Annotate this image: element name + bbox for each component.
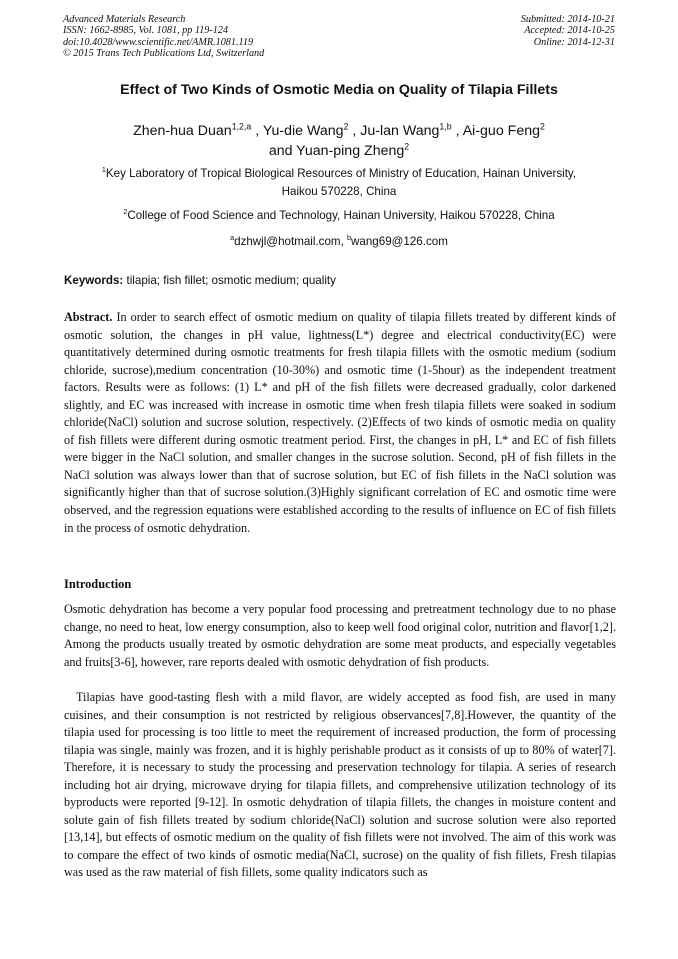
email-b[interactable]: wang69@126.com [351,235,448,248]
author-affiliation-mark: 1,b [439,121,452,132]
author-affiliation-mark: 2 [540,121,545,132]
affiliation-1 [0,165,678,201]
author-name: Ai-guo Feng [462,123,540,139]
journal-header-left [63,14,264,59]
author-emails [0,233,678,251]
journal-header-right [521,14,615,48]
affiliation-mark: 2 [123,207,128,217]
keywords [64,274,616,287]
abstract-label: Abstract. [64,310,113,324]
author-name: Ju-lan Wang [360,123,440,139]
email-mark-b: b [347,233,352,243]
submitted-date: Submitted: 2014-10-21 [520,14,615,25]
intro-paragraph-1: Osmotic dehydration has become a very popular food processing and pretreatment technology due to no phase change, no need to heat, low energy consumption, also to keep well food original color, nutrition and flavor[1,2]. Among the products usually treated by osmotic dehydration are some meat products, and especially vegetables and fruits[3-6], however, rare reports dealed with osmotic dehydration of fish products. [64,602,616,669]
author-separator: , [451,123,463,139]
online-date: Online: 2014-12-31 [533,36,615,48]
author-separator: , [251,123,263,139]
affiliation-mark: 1 [101,165,106,175]
abstract-text: In order to search effect of osmotic medium on quality of tilapia fillets treated by different kinds of osmotic solution, the changes in pH value, lightness(L*) degree and electrical conductivity(EC) were quantitatively determined during osmotic treatments for fresh tilapia fillets with the osmotic medium (sodium chloride, sucrose),medium concentration (10-30%) and osmotic time (1-5hour) as the independent treatment factors. Results were as follows: (1) L* and pH of the fish fillets were decreased gradually, color darkened slightly, and EC was increased with increase in osmotic time when fresh tilapia fillets were soaked in sodium chloride(NaCl) solution and sucrose solution, respectively. (2)Effects of two kinds of osmotic media on quality of fish fillets were different during osmotic treatment period. First, the changes in pH, L* and EC of fish fillets were bigger in the NaCl solution, and smaller changes in the sucrose solution. Second, pH of fish fillets in the NaCl solution was always lower than that of sucrose solution, but EC of fish fillets in the NaCl solution was significantly higher than that of sucrose solution.(3)Highly significant correlation of EC and osmotic time were observed, and the regression equations were established according to the results of influence on EC of fish fillets in the process of osmotic dehydration. [64,310,616,535]
email-a[interactable]: dzhwjl@hotmail.com, [234,235,348,248]
affiliation-2-text: College of Food Science and Technology, Hainan University, Haikou 570228, China [127,209,555,222]
keywords-label: Keywords: [64,274,124,287]
intro-paragraph-2: Tilapias have good-tasting flesh with a mild flavor, are widely accepted as food fish, are used in many cuisines, and their consumption is not restricted by religious observances[7,8].However, the quantity of the tilapia used for processing is too little to meet the requirement of increased production, the form of processing tilapia was single, mainly was frozen, and it is highly perishable product as it consists of up to 80% of water[7]. Therefore, it is necessary to study the processing and preservation technology for tilapia. A series of research including hot air drying, microwave drying for tilapia fillets, and comprehensive utilization technology of its byproducts were reported [9-12]. In osmotic dehydration of tilapia fillets, the changes in moisture content and solute gain of fish fillets treated by sodium chloride(NaCl) solution and sucrose solution were also reported [13,14], but effects of osmotic medium on the quality of fish fillets were not involved. The aim of this work was to compare the effect of two kinds of osmotic media(NaCl, sucrose) on the quality of fish fillets, Fresh tilapias was used as the raw material of fish fillets, some quality indicators such as [64,690,616,880]
affiliation-1-line-2: Haikou 570228, China [281,185,397,198]
email-mark-a: a [230,233,235,243]
keywords-text: tilapia; fish fillet; osmotic medium; quality [123,274,336,287]
affiliation-1-line-1: Key Laboratory of Tropical Biological Resources of Ministry of Education, Hainan University, [105,167,577,180]
author-line-1 [0,121,678,141]
author-line-2 [0,141,678,161]
author-name: Zhen-hua Duan [133,123,232,139]
author-affiliation-mark: 2 [343,121,349,132]
journal-name: Advanced Materials Research [63,14,186,25]
affiliation-2 [0,207,678,225]
author-affiliation-mark: 1,2,a [231,121,252,132]
issn-line: ISSN: 1662-8985, Vol. 1081, pp 119-124 [63,25,229,37]
accepted-date: Accepted: 2014-10-25 [524,25,615,37]
abstract [64,309,616,537]
section-heading-introduction: Introduction [64,577,132,591]
paper-title: Effect of Two Kinds of Osmotic Media on Quality of Tilapia Fillets [120,82,558,98]
author-separator: , [348,123,361,139]
author-name: Yu-die Wang [262,123,344,139]
author-name: and Yuan-ping Zheng [268,143,405,159]
author-list [0,121,678,161]
author-affiliation-mark: 2 [404,141,410,152]
doi-line: doi:10.4028/www.scientific.net/AMR.1081.119 [63,36,254,48]
copyright-line: © 2015 Trans Tech Publications Ltd, Switzerland [63,47,265,59]
